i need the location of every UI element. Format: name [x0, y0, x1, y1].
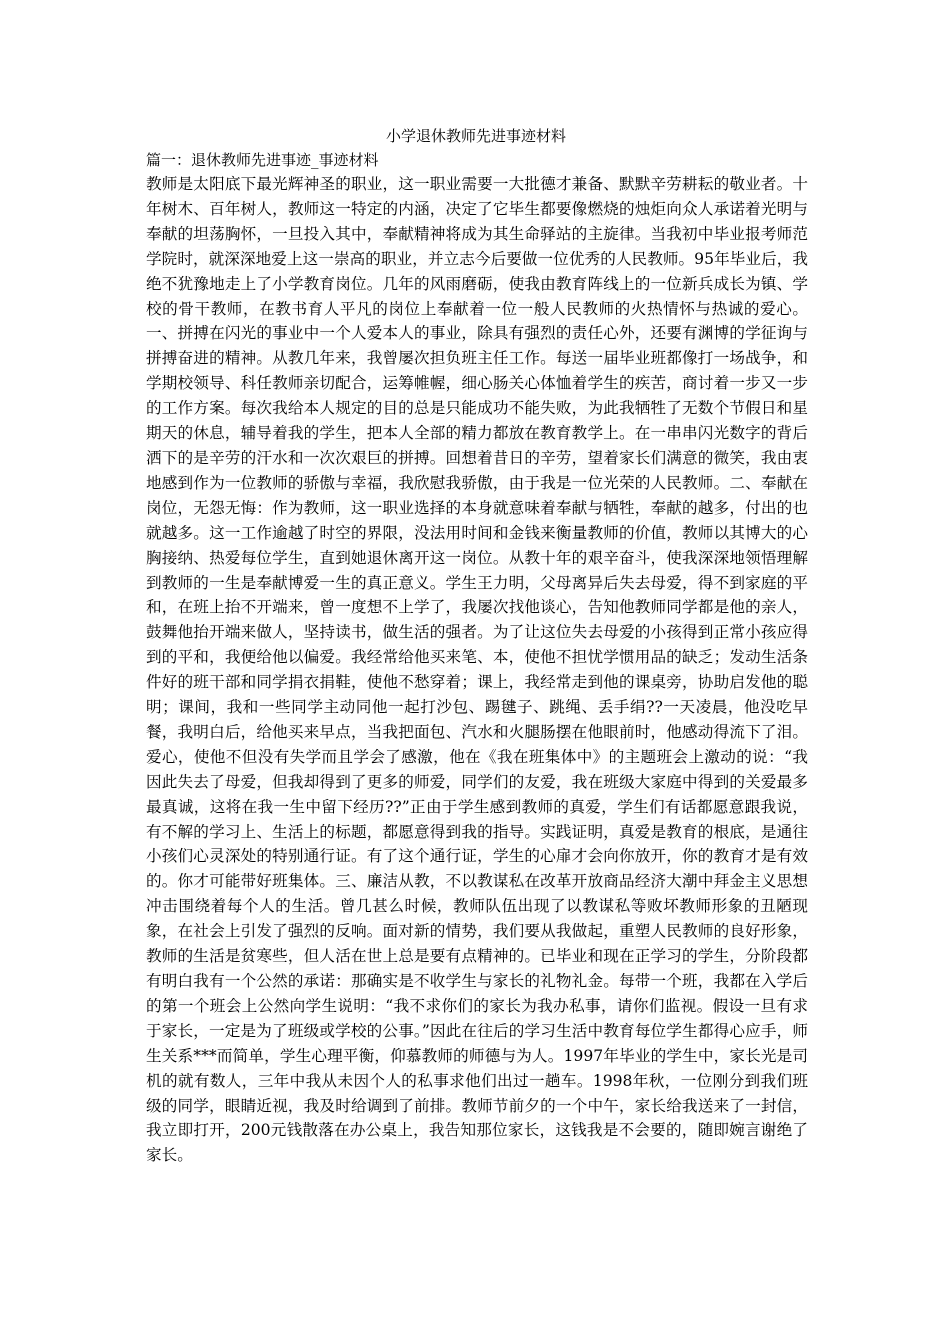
body-paragraph: 教师是太阳底下最光辉神圣的职业，这一职业需要一大批德才兼备、默默辛劳耕耘的敬业者。十年树木、百年树人，教师这一特定的内涵，决定了它毕生都要像燃烧的烛炬向众人承诺着光明与奉献的坦荡胸怀，一旦投入其中，奉献精神将成为其生命驿站的主旋律。当我初中毕业报考师范学院时，就深深地爱上这一崇高的职业，并立志今后要做一位优秀的人民教师。95年毕业后，我绝不犹豫地走上了小学教育岗位。几年的风雨磨砺，使我由教育阵线上的一位新兵成长为镇、学校的骨干教师，在教书育人平凡的岗位上奉献着一位一般人民教师的火热情怀与热诚的爱心。一、拼搏在闪光的事业中一个人爱本人的事业，除具有强烈的责任心外，还要有渊博的学征询与拼搏奋进的精神。从教几年来，我曾屡次担负班主任工作。每送一届毕业班都像打一场战争，和学期校领导、科任教师亲切配合，运筹帷幄，细心肠关心体恤着学生的疾苦，商讨着一步又一步的工作方案。每次我给本人规定的目的总是只能成功不能失败，为此我牺牲了无数个节假日和星期天的休息，辅导着我的学生，把本人全部的精力都放在教育教学上。在一串串闪光数字的背后洒下的是辛劳的汗水和一次次艰巨的拼搏。回想着昔日的辛劳，望着家长们满意的微笑，我由衷地感到作为一位教师的骄傲与幸福，我欣慰我骄傲，由于我是一位光荣的人民教师。二、奉献在岗位，无怨无悔：作为教师，这一职业选择的本身就意味着奉献与牺牲，奉献的越多，付出的也就越多。这一工作逾越了时空的界限，没法用时间和金钱来衡量教师的价值，教师以其博大的心胸接纳、热爱每位学生，直到她退休离开这一岗位。从教十年的艰辛奋斗，使我深深地领悟理解到教师的一生是奉献博爱一生的真正意义。学生王力明，父母离异后失去母爱，得不到家庭的平和，在班上抬不开端来，曾一度想不上学了，我屡次找他谈心，告知他教师同学都是他的亲人，鼓舞他抬开端来做人，坚持读书，做生活的强者。为了让这位失去母爱的小孩得到正常小孩应得到的平和，我便给他以偏爱。我经常给他买来笔、本，使他不担忧学惯用品的缺乏；发动生活条件好的班干部和同学捐衣捐鞋，使他不愁穿着；课上，我经常走到他的课桌旁，协助启发他的聪明；课间，我和一些同学主动同他一起打沙包、踢毽子、跳绳、丢手绢??一天凌晨，他没吃早餐，我明白后，给他买来早点，当我把面包、汽水和火腿肠摆在他眼前时，他感动得流下了泪。爱心，使他不但没有失学而且学会了感激，他在《我在班集体中》的主题班会上激动的说：“我因此失去了母爱，但我却得到了更多的师爱，同学们的友爱，我在班级大家庭中得到的关爱最多最真诚，这将在我一生中留下经历??”正由于学生感到教师的真爱，学生们有话都愿意跟我说，有不解的学习上、生活上的标题，都愿意得到我的指导。实践证明，真爱是教育的根底，是通往小孩们心灵深处的特别通行证。有了这个通行证，学生的心扉才会向你放开，你的教育才是有效的。你才可能带好班集体。三、廉洁从教，不以教谋私在改革开放商品经济大潮中拜金主义思想冲击围绕着每个人的生活。曾几甚么时候，教师队伍出现了以教谋私等败坏教师形象的丑陋现象，在社会上引发了强烈的反响。面对新的情势，我们要从我做起，重塑人民教师的良好形象，教师的生活是贫寒些，但人活在世上总是要有点精神的。已毕业和现在正学习的学生，分阶段都有明白我有一个公然的承诺：那确实是不收学生与家长的礼物礼金。每带一个班，我都在入学后的第一个班会上公然向学生说明：“我不求你们的家长为我办私事，请你们监视。假设一旦有求于家长，一定是为了班级或学校的公事。”因此在往后的学习生活中教育每位学生都得心应手，师生关系***而简单，学生心理平衡，仰慕教师的师德与为人。1997年毕业的学生中，家长光是司机的就有数人，三年中我从未因个人的私事求他们出过一趟车。1998年秋，一位刚分到我们班级的同学，眼睛近视，我及时给调到了前排。教师节前夕的一个中午，家长给我送来了一封信，我立即打开，200元钱散落在办公桌上，我告知那位家长，这钱我是不会要的，随即婉言谢绝了家长。: [146, 175, 808, 1165]
document-title: 小学退休教师先进事迹材料: [385, 127, 566, 145]
document-page: [144, 124, 808, 1168]
section-heading: 篇一：退休教师先进事迹_事迹材料: [146, 151, 379, 169]
